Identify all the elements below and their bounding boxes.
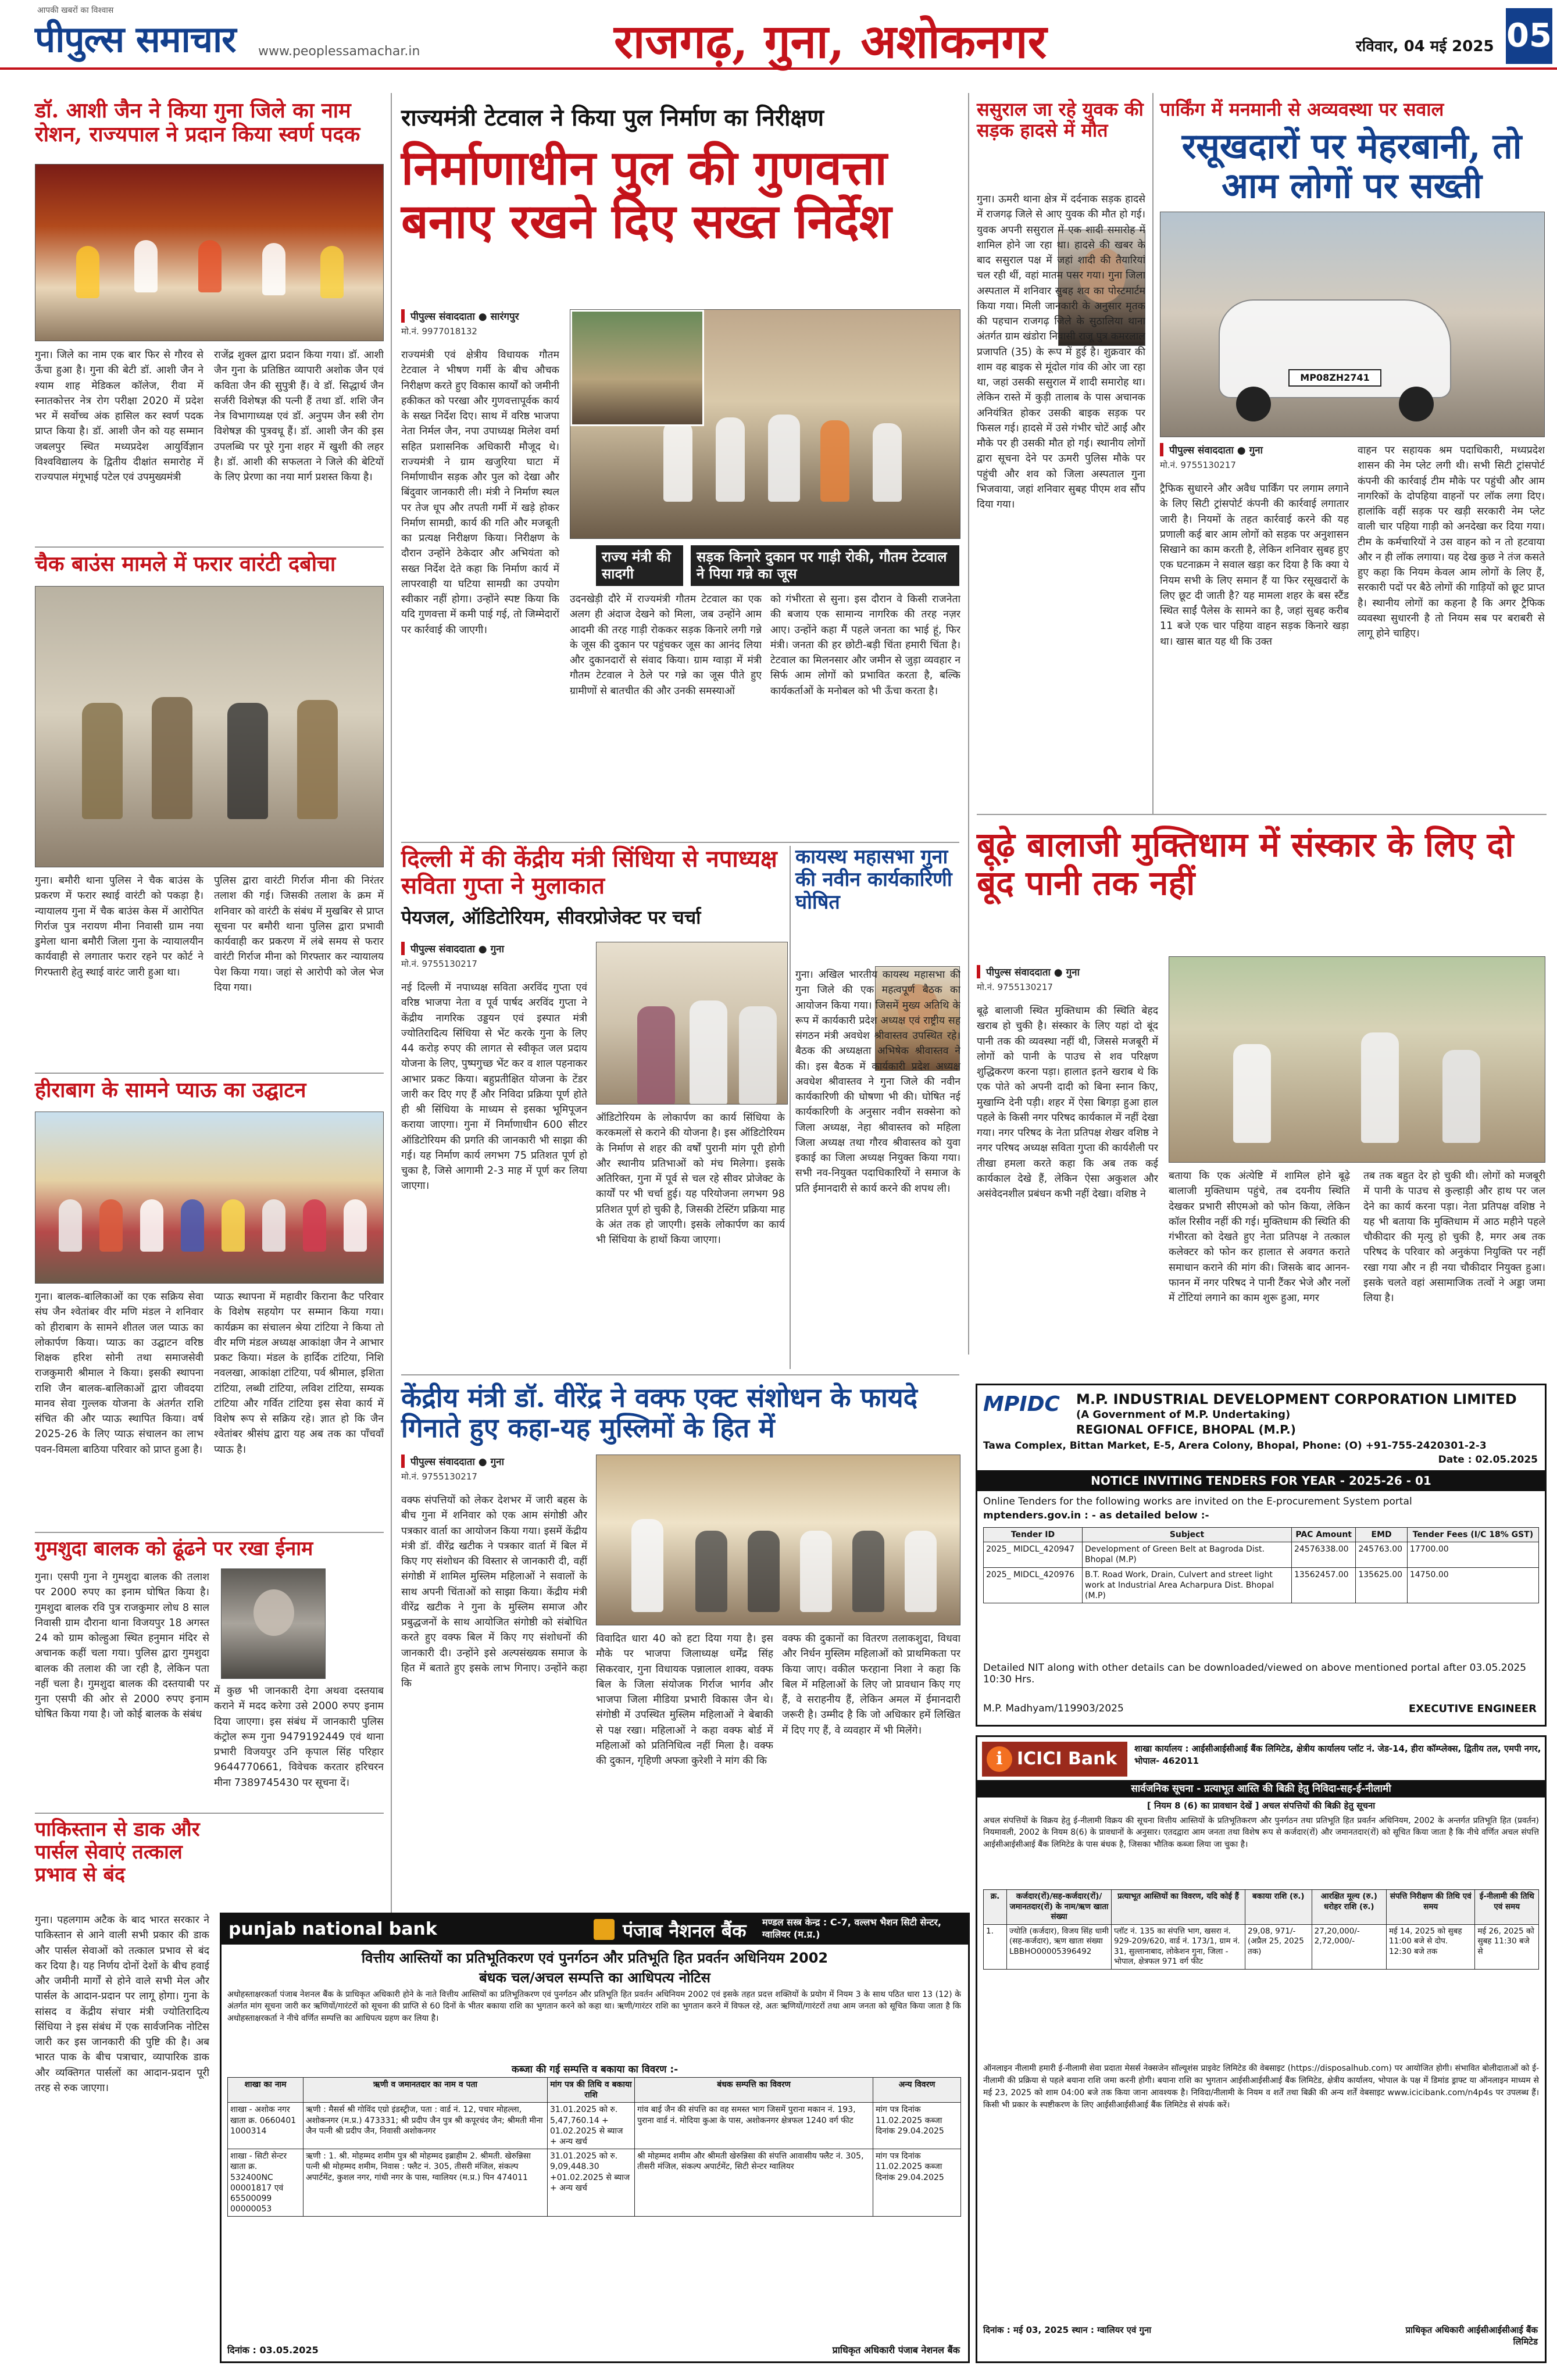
article-body: राज्यमंत्री एवं क्षेत्रीय विधायक गौतम टेटवाल ने भीषण गर्मी के बीच औचक निरीक्षण करते हुए विकास कार्यों को जमीनी हकीकत को परखा और गुणवत्तापूर्वक कार्य के सख्त निर्देश दिए। साथ में वरिष्ठ भाजपा नेता निर्मल जैन, नपा उपाध्यक्ष मिलेश वर्मा सहित प्रशासनिक अधिकारी मौजूद थे। राज्यमंत्री ने ग्राम खजुरिया घाटा में निर्माणाधीन सड़क और पुल को देखा और बिंदुवार जानकारी ली। मंत्री ने निर्माण स्थल पर तेज धूप और तपती गर्मी में खड़े होकर निर्माण सामग्री, कार्य की गति और मजबूती का प्रत्यक्ष निरीक्षण किया। निरीक्षण के दौरान उन्होंने ठेकेदार और अभियंता को सख्त निर्देश देते कहा कि निर्माण कार्य में लापरवाही या घटिया सामग्री का उपयोग स्वीकार नहीं होगा। उन्होंने स्पष्ट किया कि यदि गुणवत्ता में कमी पाई गई, तो जिम्मेदारों पर कार्रवाई की जाएगी। [401,349,559,636]
icici-subtitle: [ नियम 8 (6) का प्रावधान देखें ] अचल संपत्तियों की बिक्री हेतु सूचना [1147,1800,1376,1811]
article-title-piyau: हीराबाग के सामने प्याऊ का उद्घाटन [35,1078,306,1102]
article-title-parking: रसूखदारों पर मेहरबानी, तो आम लोगों पर सख्ती [1181,126,1522,207]
article-title-kayastha: कायस्थ महासभा गुना की नवीन कार्यकारिणी घोषित [795,845,952,914]
article-body: वाहन पर सहायक श्रम पदाधिकारी, मध्यप्रदेश शासन की नेम प्लेट लगी थी। सभी सिटी ट्रांसपोर्ट कंपनी की कार्रवाई टीम मौके पर पहुंची और आम नागरिकों के दोपहिया वाहनों पर लॉक लगा दिए। हालांकि वहीं सड़क पर खड़ी सरकारी नेम प्लेट वाली चार पहिया गाड़ी को अनदेखा कर दिया गया। टीम के कर्मचारियों ने उस वाहन को न तो हटवाया और न ही लॉक लगाया। यह देख कुछ ने तंज कसते हुए कहा कि नियम केवल आम लोगों के लिए हैं, सरकारी पदों पर बैठे लोगों की गाड़ियों को छूट प्राप्त है। स्थानीय लोगों का कहना है कि अगर ट्रैफिक व्यवस्था सुधारनी है तो नियम सब पर बराबरी से लागू होने चाहिए। [1358,445,1545,639]
pnb-circle-office: मण्डल सस्त्र केन्द्र : C-7, वल्लभ भैशन सिटी सेन्टर, ग्वालियर (म.प्र.) [762,1917,942,1940]
pnb-property-table [227,2077,961,2217]
photo-piyau-inauguration [35,1112,384,1284]
article-title-missing-child: गुमशुदा बालक को ढूंढने पर रखा ईनाम [35,1537,313,1560]
table-header: आरक्षित मूल्य (रु.) धरोहर राशि (रु.) [1312,1890,1386,1925]
mpidc-intro: Online Tenders for the following works are invited on the E-procurement System portal [983,1496,1412,1507]
table-row: 1. ज्योति (कर्जदार), विजय सिंह धामी (सह-कर्जदार), ऋण खाता संख्या LBBHO00005396492 प्लॉट नं. 135 का संपत्ति भाग, खसरा नं. 929-209/620, वार्ड नं. 173/1, ग्राम नं. 31, सुल्तानाबाद, लोकेशन गुना, जिला - भोपाल, क्षेत्रफल 971 वर्ग फीट 29,08, 971/- (अप्रैल 25, 2025 तक) 27,20,000/- 2,72,000/- मई 14, 2025 को सुबह 11:00 बजे से दोप. 12:30 बजे तक मई 26, 2025 को सुबह 11:30 बजे से [984,1924,1539,1969]
reporter-mobile: मो.नं. 9755130217 [1160,460,1236,470]
section-rule [401,1374,959,1375]
page-number: 05 [1506,8,1552,64]
masthead-tagline: आपकी खबरों का विश्वास [37,6,114,15]
masthead-url[interactable]: www.peoplessamachar.in [258,44,420,59]
article-body: गुना। ऊमरी थाना क्षेत्र में दर्दनाक सड़क हादसे में राजगढ़ जिले से आए युवक की मौत हो गई। युवक अपनी ससुराल में एक शादी समारोह में शामिल होने जा रहा था। हादसे की खबर के बाद ससुराल पक्ष में जहां शादी की तैयारियां चल रही थीं, वहां मातम पसर गया। गुना जिला अस्पताल में शनिवार सुबह शव का पोस्टमार्टम किया गया। मिली जानकारी के अनुसार मृतक की पहचान राजगढ़ जिले के सुठालिया थाना अंतर्गत ग्राम खंडोरा निवासी राजू पुत्र कमरलाल प्रजापति (35) के रूप में हुई है। शुक्रवार की शाम वह बाइक से मूंदोल गांव की ओर जा रहा था, जहां उसकी ससुराल में शादी समारोह था। लेकिन रास्ते में कुड़ी तालाब के पास अचानक अनियंत्रित होकर उसकी बाइक सड़क पर फिसल गई। हादसे में उसे गंभीर चोटें आईं और मौके पर ही उसकी मौत हो गई। स्थानीय लोगों द्वारा सूचना देने पर ऊमरी पुलिस मौके पर पहुंची और शव को जिला अस्पताल गुना भिजवाया, जहां शनिवार सुबह पीएम शव सौंप दिया गया। [977,194,1145,510]
table-header: कर्जदार(रों)/सह-कर्जदार(रों)/जमानतदार(रों) के नाम/ऋण खाता संख्या [1007,1890,1112,1925]
article-body: गुना। बमौरी थाना पुलिस ने चैक बाउंस के प्रकरण में फरार स्थाई वारंटी को पकड़ा है। न्यायालय गुना में चैक बाउंस केस में आरोपित गिर्राज पुत्र नरायण मीना निवासी ग्राम नया डुमेला थाना बमौरी जिला गुना के न्यायालयीन कार्यवाही से लगातार फरार रहने पर कोर्ट ने गिरफ्तारी हेतु स्थाई वारंट जारी हुआ था। [35,875,203,978]
vehicle-number-plate: MP08ZH2741 [1288,369,1381,387]
photo-caption: राज्य मंत्री की सादगी [596,545,683,586]
reporter-mobile: मो.नं. 9755130217 [401,1471,477,1482]
icici-office: शाखा कार्यालय : आईसीआईसीआई बैंक लिमिटेड, क्षेत्रीय कार्यालय प्लॉट नं. जेड-14, हीरा कॉम्प्लेक्स, द्वितीय तल, एमपी नगर, भोपाल- 462011 [1134,1743,1541,1766]
pnb-signer: प्राधिकृत अधिकारी पंजाब नेशनल बैंक [832,2345,960,2356]
article-body: नई दिल्ली में नपाध्यक्ष सविता अरविंद गुप्ता एवं वरिष्ठ भाजपा नेता व पूर्व पार्षद अरविंद गुप्ता ने केंद्रीय नागरिक उड्डयन एवं इस्पात मंत्री ज्योतिरादित्य सिंधिया से भेंट करके गुना के लिए 44 करोड़ रुपए की लागत से स्वीकृत जल प्रदाय योजना के लिए, पुष्पगुच्छ भेंट कर व शाल पहनाकर आभार प्रकट किया। बहुप्रतीक्षित योजना के टेंडर जारी कर दिए गए हैं और निविदा प्रक्रिया पूर्ण होते ही श्री सिंधिया के माध्यम से इसका भूमिपूजन कराया जाएगा। गुना में निर्माणाधीन 600 सीटर ऑडिटोरियम की प्रगति की जानकारी भी साझा की गई। यह निर्माण कार्य लगभग 75 प्रतिशत पूर्ण हो चुका है, जिसे आगामी 2-3 माह में पूर्ण कर लिया जाएगा। [401,982,587,1192]
table-header: बकाया राशि (रु.) [1245,1890,1312,1925]
mpidc-date: Date : 02.05.2025 [1438,1454,1538,1466]
table-header: मांग पत्र की तिथि व बकाया राशि [548,2078,635,2103]
photo-cremation-ground [1169,956,1545,1163]
pnb-intro: अधोहस्ताक्षरकर्ता पंजाब नेशनल बैंक के प्राधिकृत अधिकारी होने के नाते वित्तीय आस्तियों का प्रतिभूतिकरण एवं पुनर्गठन और प्रतिभूति हित प्रवर्तन अधिनियम 2002 एवं इसके तहत प्रदत्त शक्तियों के प्रयोग में नियम 3 के साथ पठित धारा 13 (12) के अंतर्गत मांग सूचना जारी कर ऋणियों/गारंटरों को सूचना की प्राप्ति से 60 दिनों के भीतर बकाया राशि का भुगतान करने को कहा था। ऋणी/गारंटर राशि का भुगतान करने में विफल रहे, अतः ऋणियों/गारंटरों तथा आम जनता को सूचित किया जाता है कि अधोहस्ताक्षरकर्ता ने नीचे वर्णित सम्पत्ति का आधिपत्य ग्रहण कर लिया है। [227,1990,961,2023]
reporter-mobile: मो.नं. 9755130217 [977,982,1053,992]
article-title-muktidham: बूढ़े बालाजी मुक्तिधाम में संस्कार के लिए दो बूंद पानी तक नहीं [977,825,1514,903]
table-header: क्र. [984,1890,1007,1925]
article-title-accident: ससुराल जा रहे युवक की सड़क हादसे में मौत [977,98,1144,142]
mpidc-office: REGIONAL OFFICE, BHOPAL (M.P.) [1076,1423,1296,1436]
photo-parked-car [1160,212,1545,437]
article-byline: पीपुल्स संवाददाता ● गुना [1160,443,1263,456]
pnb-title-notice: बंधक चल/अचल सम्पत्ति का आधिपत्य नोटिस [479,1970,710,1986]
article-title-waqf: केंद्रीय मंत्री डॉ. वीरेंद्र ने वक्फ एक्ट संशोधन के फायदे गिनाते हुए कहा-यह मुस्लिमों के हित में [401,1382,918,1444]
article-body: प्याऊ स्थापना में महावीर किराना कैट परिवार के विशेष सहयोग पर सम्मान किया गया। कार्यक्रम का संचालन श्रेया टांटिया ने किया तो वीर मणि मंडल अध्यक्ष आकांक्षा जैन ने आभार प्रकट किया। मंडल के हार्दिक टांटिया, निशि नवलखा, आकांक्षा टांटिया, पर्व श्रीमाल, इशिता टांटिया, लब्धी टांटिया, लविश टांटिया, सम्यक टांटिया और गर्वित टांटिया इस सेवा कार्य में विशेष रूप से सक्रिय रहे। ज्ञात हो कि जैन श्वेतांबर श्रीसंघ द्वारा यह अब तक का पाँचवाँ प्याऊ है। [214,1291,384,1456]
column-rule [968,93,969,1355]
article-body: ट्रैफिक सुधारने और अवैध पार्किंग पर लगाम लगाने के लिए सिटी ट्रांसपोर्ट कंपनी की कार्रवाई लगातार जारी है। नियमों के तहत कार्रवाई करने की यह प्रणाली कई बार आम लोगों को सड़क पर अनुशासन सिखाने का काम करती है, लेकिन शनिवार सुबह हुए एक घटनाक्रम ने सवाल खड़ा कर दिया है कि क्या ये नियम सभी के लिए समान हैं या फिर रसूखदारों के लिए छूट दी जाती है? यह मामला शहर के बस स्टैंड स्थित साईं पैलेस के सामने का है, जहां सुबह करीब 11 बजे एक चार पहिया वाहन सड़क किनारे खड़ा था। खास बात यह थी कि उक्त [1160,483,1349,648]
article-body: गुना। अखिल भारतीय कायस्थ महासभा की गुना जिले की एक महत्वपूर्ण बैठक का आयोजन किया गया। जिसमें मुख्य अतिथि के रूप में कार्यकारी प्रदेश अध्यक्ष एवं राष्ट्रीय सह संगठन मंत्री अवधेश श्रीवास्तव उपस्थित रहे। बैठक की अध्यक्षता अभिषेक श्रीवास्तव ने की। इस बैठक में कार्यकारी प्रदेश अध्यक्ष अवधेश श्रीवास्तव ने गुना जिले की नवीन कार्यकारिणी की घोषणा भी की। घोषित नई कार्यकारिणी के अनुसार नवीन सक्सेना को जिला अध्यक्ष, नेहा श्रीवास्तव को महिला जिला अध्यक्ष तथा गौरव श्रीवास्तव को युवा इकाई का जिला अध्यक्ष नियुक्त किया गया। सभी नव-नियुक्त पदाधिकारियों ने समाज के प्रति ईमानदारी से कार्य करने की शपथ ली। [795,969,960,1195]
icici-brand: ICICI Bank [1017,1749,1117,1769]
article-body: पुलिस द्वारा वारंटी गिर्राज मीना की निरंतर तलाश की गई। जिसकी तलाश के क्रम में शनिवार को वारंटी के संबंध में मुखबिर से प्राप्त सूचना पर बमौरी थाना पुलिस द्वारा प्रभावी कार्यवाही कर प्रकरण में लंबे समय से फरार वारंटी गिर्राज मीना को गिरफ्तार कर न्यायालय पेश किया गया। जहां से आरोपी को जेल भेज दिया गया। [214,875,384,994]
article-title-pak-post: पाकिस्तान से डाक और पार्सल सेवाएं तत्काल प्रभाव से बंद [35,1818,200,1886]
table-header: ऋणी व जमानतदार का नाम व पता [303,2078,548,2103]
masthead-logo: पीपुल्स समाचार [35,18,236,60]
section-rule [35,1813,384,1814]
icici-property-table [983,1889,1539,1970]
mpidc-subtitle: (A Government of M.P. Undertaking) [1076,1409,1291,1421]
article-body: वक्फ संपत्तियों को लेकर देशभर में जारी बहस के बीच गुना में शनिवार को एक आम संगोष्ठी और पत्रकार वार्ता का आयोजन किया गया। इसमें केंद्रीय मंत्री डॉ. वीरेंद्र खटीक ने पत्रकार वार्ता में बिल में किए गए संशोधन की विस्तार से जानकारी दी, वहीं संगोष्ठी में शामिल मुस्लिम महिलाओं ने सवालों के साथ अपनी चिंताओं को साझा किया। केंद्रीय मंत्री वीरेंद्र खटीक ने गुना के मुस्लिम समाज और प्रबुद्धजनों के साथ आयोजित संगोष्ठी को संबोधित करते हुए वक्फ बिल में किए गए संशोधनों की जानकारी दी। उन्होंने इसे अल्पसंख्यक समाज के हित में बताते हुए इसके लाभ गिनाए। उन्होंने कहा कि [401,1495,587,1689]
table-header: EMD [1356,1528,1408,1542]
article-byline: पीपुल्स संवाददाता ● सारंगपुर [401,309,519,323]
pnb-possession-notice [220,1913,970,2363]
table-header: बंधक सम्पत्ति का विवरण [635,2078,873,2103]
section-rule [977,814,1547,815]
article-title-asha-jain: डॉ. आशी जैन ने किया गुना जिले का नाम रोशन, राज्यपाल ने प्रदान किया स्वर्ण पदक [35,98,360,147]
table-row: 2025_ MIDCL_420947 Development of Green Belt at Bagroda Dist. Bhopal (M.P) 24576338.00 245763.00 17700.00 [984,1542,1539,1567]
icici-logo [982,1742,1127,1777]
mpidc-madhyam: M.P. Madhyam/119903/2025 [983,1703,1124,1714]
pnb-date: दिनांक : 03.05.2025 [227,2345,319,2356]
photo-police-arrest [35,586,384,867]
photo-missing-child [221,1568,326,1679]
column-rule [790,846,791,1369]
article-body: गुना। जिले का नाम एक बार फिर से गौरव से ऊँचा हुआ है। गुना की बेटी डॉ. आशी जैन ने श्याम शाह मेडिकल कॉलेज, रीवा में स्नातकोत्तर नेत्र रोग परीक्षा 2020 में प्रदेश भर में सर्वोच्च अंक हासिल कर स्वर्ण पदक प्राप्त किया है। डॉ. आशी जैन को यह सम्मान जबलपुर स्थित मध्यप्रदेश आयुर्विज्ञान विश्वविद्यालय के द्वितीय दीक्षांत समारोह में राज्यपाल मंगूभाई पटेल एवं उपमुख्यमंत्री [35,349,203,483]
section-rule [35,546,384,548]
mpidc-logo: MPIDC [983,1392,1060,1416]
mpidc-notice-heading: NOTICE INVITING TENDERS FOR YEAR - 2025-26 - 01 [977,1470,1545,1491]
column-rule [1152,93,1154,814]
article-body: उदनखेड़ी दौरे में राज्यमंत्री गौतम टेटवाल का एक अलग ही अंदाज देखने को मिला, जब उन्होंने आम आदमी की तरह गाड़ी रोककर सड़क किनारे लगी गन्ने के जूस की दुकान पर पहुंचकर जूस का आनंद लिया और दुकानदारों से संवाद किया। ग्राम ग्वाड़ा में मंत्री गौतम टेटवाल ने ठेले पर गन्ने का जूस पीते हुए ग्रामीणों से बातचीत की और उनकी समस्याओं [570,594,762,697]
table-header: अन्य विवरण [873,2078,961,2103]
table-row: शाखा - अशोक नगर खाता क्र. 0660401 1000314 ऋणी : मैसर्स श्री गोविंद एग्रो इंडस्ट्रीज, पता : वार्ड नं. 12, पचार मोहल्ला, अशोकनगर (म.प्र.) 473331; श्री प्रदीप जैन पुत्र श्री कपूरचंद जैन; श्रीमती मीना जैन पत्नी श्री प्रदीप जैन, निवासी अशोकनगर 31.01.2025 को रु. 5,47,760.14 + 01.02.2025 से ब्याज + अन्य खर्च गांव बाई जैन की संपत्ति का वह समस्त भाग जिसमें पुराना मकान नं. 193, पुराना वार्ड नं. मोदिया कुआ के पास, अशोकनगर क्षेत्रफल 1240 वर्ग फीट मांग पत्र दिनांक 11.02.2025 कब्जा दिनांक 29.04.2025 [228,2103,961,2149]
article-kicker-bridge: राज्यमंत्री टेटवाल ने किया पुल निर्माण का निरीक्षण [401,104,824,131]
table-header: Tender ID [984,1528,1083,1542]
icici-i-icon: i [987,1746,1012,1772]
pnb-title-act: वित्तीय आस्तियों का प्रतिभूतिकरण एवं पुनर्गठन और प्रतिभूति हित प्रवर्तन अधिनियम 2002 [361,1950,829,1966]
photo-inset-juice [570,310,704,426]
pnb-brand: punjab national bank [228,1919,437,1939]
article-byline: पीपुल्स संवाददाता ● गुना [401,942,504,955]
article-body: तब तक बहुत देर हो चुकी थी। लोगों को मजबूरी में पानी के पाउच से कुल्हाड़ी और हाथ पर जल देने का कार्य करना पड़ा। नेता प्रतिपक्ष वशिष्ठ ने यह भी बताया कि मुक्तिधाम में आठ महीने पहले चौकीदार की मृत्यु हो चुकी है, मगर अब तक परिषद के परिवार को अनुकंपा नियुक्ति पर नहीं रखा गया और न ही नया चौकीदार नियुक्त हुआ। इसके चलते वहां असामाजिक तत्वों ने अड्डा जमा लिया है। [1363,1170,1545,1304]
article-byline: पीपुल्स संवाददाता ● गुना [401,1455,504,1468]
article-body: गुना। एसपी गुना ने गुमशुदा बालक की तलाश पर 2000 रुपए का इनाम घोषित किया है। गुमशुदा बालक रवि पुत्र राजकुमार लोध 8 साल निवासी ग्राम दौराना थाना विजयपुर 18 अगस्त 24 को ग्राम कोल्हुआ स्थित हनुमान मंदिर से अचानक कहीं चला गया। पुलिस द्वारा गुमशुदा बालक की तलाश की जा रही है, लेकिन पता नहीं चला है। गुमशुदा बालक की दस्तयाबी पर गुना एसपी की ओर से 2000 रुपए इनाम घोषित किया गया है। जो कोई बालक के संबंध [35,1571,209,1721]
article-title-scindia: दिल्ली में की केंद्रीय मंत्री सिंधिया से नपाध्यक्ष सविता गुप्ता ने मुलाकात [401,845,777,899]
table-row: शाखा - सिटी सेन्टर खाता क्र. 532400NC 00001817 एवं 65500099 00000053 ऋणी : 1. श्री. मोहम्मद शमीम पुत्र श्री मोहम्मद इब्राहीम 2. श्रीमती. खेरुन्निसा पत्नी श्री मोहम्मद शमीम, निवास : फ्लैट नं. 305, तीसरी मंजिल, संकल्प अपार्टमेंट, कुशल नगर, गांधी नगर के पास, ग्वालियर (म.प्र.) पिन 474011 31.01.2025 को रु. 9,09,448.30 +01.02.2025 से ब्याज + अन्य खर्च श्री मोहम्मद शमीम और श्रीमती खेरुन्निसा की संपत्ति आवासीय फ्लैट नं. 305, तीसरी मंजिल, संकल्प अपार्टमेंट, सिटी सेन्टर ग्वालियर मांग पत्र दिनांक 11.02.2025 कब्जा दिनांक 29.04.2025 [228,2149,961,2217]
icici-signer: प्राधिकृत अधिकारी आईसीआईसीआई बैंक लिमिटेड [1405,2325,1538,2347]
table-header: Tender Fees (I/C 18% GST) [1407,1528,1538,1542]
reporter-mobile: मो.नं. 9977018132 [401,326,477,337]
table-header: प्रत्याभूत आस्तियों का विवरण, यदि कोई हैं [1112,1890,1245,1925]
photo-scindia-meeting [596,942,788,1105]
icici-intro: अचल संपत्तियों के विक्रय हेतु ई-नीलामी विक्रय की सूचना वित्तीय आस्तियों के प्रतिभूतिकरण और पुनर्गठन तथा प्रतिभूति हित प्रवर्तन अधिनियम, 2002 के अन्तर्गत प्रतिभूति हित (प्रवर्तन) नियमावली, 2002 के नियम 8(6) के प्रावधानों के अनुसार। एतदद्वारा आम जनता तथा विशेष रूप से कर्जदार(रों) और जमानतदार(रों) को सूचित किया जाता है कि नीचे वर्णित अचल संपत्ति आईसीआईसीआई बैंक लिमिटेड के पास बंधक है, जिसका भौतिक कब्जा लिया जा चुका है। [983,1816,1539,1849]
article-body: बताया कि एक अंत्येष्टि में शामिल होने बूढ़े बालाजी मुक्तिधाम पहुंचे, तब दयनीय स्थिति देखकर प्रभारी सीएमओ को फोन किया, लेकिन कॉल रिसीव नहीं की गई। मुक्तिधाम की स्थिति की गंभीरता को देखते हुए नेता प्रतिपक्ष ने तत्काल कलेक्टर को फोन कर हालात से अवगत कराते समाधान कराने की मांग की। जिसके बाद आनन-फानन में नगर परिषद ने पानी टैंकर भेजे और नलों में टोंटियां लगाने का काम शुरू हुआ, मगर [1169,1170,1350,1304]
icici-title: सार्वजनिक सूचना - प्रत्याभूत आस्ति की बिक्री हेतु निविदा-सह-ई-नीलामी [977,1780,1545,1797]
masthead-date: रविवार, 04 मई 2025 [1356,38,1494,55]
article-byline: पीपुल्स संवाददाता ● गुना [977,965,1080,978]
table-header: Subject [1083,1528,1292,1542]
mpidc-signer: EXECUTIVE ENGINEER [1408,1703,1537,1715]
mpidc-address: Tawa Complex, Bittan Market, E-5, Arera Colony, Bhopal, Phone: (O) +91-755-2420301-2-3 [983,1440,1487,1452]
article-body: बूढ़े बालाजी स्थित मुक्तिधाम की स्थिति बेहद खराब हो चुकी है। संस्कार के लिए यहां दो बूंद पानी तक की व्यवस्था नहीं थी, जिससे मजबूरी में लोगों को पानी के पाउच से शव परिक्षण शुद्धिकरण करना पड़ा। हालात इतने खराब थे कि एक पोते को अपनी दादी को बिना स्नान किए, मुखाग्नि देनी पड़ी। शहर में ऐसा बिगड़ा हुआ हाल पहले के किसी नगर परिषद कार्यकाल में नहीं देखा गया। नगर परिषद के नेता प्रतिपक्ष शेखर वशिष्ठ ने नगर परिषद अध्यक्ष सविता गुप्ता की कार्यशैली पर तीखा हमला करते कहा कि अब तक कई कार्यकाल देखे हैं, लेकिन ऐसा अकुशल और असंवेदनशील प्रबंधन कभी नहीं देखा। वशिष्ठ ने [977,1005,1158,1200]
article-body: गुना। पहलगाम अटैक के बाद भारत सरकार ने पाकिस्तान से आने वाली सभी प्रकार की डाक और पार्सल सेवाओं को तत्काल प्रभाव से बंद कर दिया है। यह निर्णय दोनों देशों के बीच हवाई और जमीनी मार्गों से होने वाले सभी मेल और पार्सल के आदान-प्रदान पर लागू होगा। गुना के सांसद व केंद्रीय संचार मंत्री ज्योतिरादित्य सिंधिया ने इस संबंध में एक सार्वजनिक नोटिस जारी कर इस जानकारी की पुष्टि की है। अब भारत पाक के बीच पत्राचार, व्यापारिक डाक और व्यक्तिगत पार्सलों का आदान-प्रदान पूरी तरह से रुक जाएगा। [35,1914,209,2094]
mpidc-tender-notice [976,1384,1547,1727]
article-body: वक्फ की दुकानों का वितरण तलाकशुदा, विधवा और निर्धन मुस्लिम महिलाओं को प्राथमिकता पर किया जाए। वकील फरहाना निशा ने कहा कि बिल में महिलाओं के लिए जो प्रावधान किए गए हैं, वे सराहनीय हैं, लेकिन अमल में ईमानदारी जरूरी है। उम्मीद है कि जो अधिकार हमें लिखित में दिए गए हैं, वे व्यवहार में भी मिलेंगे। [782,1633,960,1736]
photo-bridge-inspection [570,309,960,539]
article-subtitle: पेयजल, ऑडिटोरियम, सीवरप्रोजेक्ट पर चर्चा [401,906,701,928]
photo-waqf-meeting [596,1455,960,1625]
mpidc-tender-table [983,1527,1539,1603]
photo-caption: सड़क किनारे दुकान पर गाड़ी रोकी, गौतम टेटवाल ने पिया गन्ने का जूस [691,545,959,586]
masthead-region: राजगढ़, गुना, अशोकनगर [614,14,1047,69]
article-body: में कुछ भी जानकारी देगा अथवा दस्तयाब कराने में मदद करेगा उसे 2000 रुपए इनाम दिया जाएगा। इस संबंध में जानकारी पुलिस कंट्रोल रूम गुना 9479192449 एवं थाना प्रभारी विजयपुर उनि कृपाल सिंह परिहार 9644770661, विवेचक करतार हरिचरन मीना 7389745430 पर सूचना दें। [214,1685,384,1789]
reporter-mobile: मो.नं. 9755130217 [401,959,477,969]
article-title-cheque-bounce: चैक बाउंस मामले में फरार वारंटी दबोचा [35,552,336,576]
mpidc-footer: Detailed NIT along with other details can be downloaded/viewed on above mentioned portal after 03.05.2025 10:30 Hrs. [983,1662,1527,1685]
pnb-logo-icon [594,1919,615,1940]
mpidc-portal[interactable]: mptenders.gov.in : - as detailed below :- [983,1510,1209,1521]
column-rule [391,93,392,1930]
photo-award-ceremony [35,164,384,341]
article-title-bridge: निर्माणाधीन पुल की गुणवत्ता बनाए रखने दिए सख्त निर्देश [401,140,892,249]
mpidc-name: M.P. INDUSTRIAL DEVELOPMENT CORPORATION LIMITED [1076,1391,1517,1407]
article-body: ऑडिटोरियम के लोकार्पण का कार्य सिंधिया के करकमलों से कराने की योजना है। इस ऑडिटोरियम के निर्माण से शहर की वर्षों पुरानी मांग पूरी होगी और स्थानीय प्रतिभाओं को मंच मिलेगा। इसके अतिरिक्त, गुना में पूर्व से चल रहे सीवर प्रोजेक्ट के कार्यों पर भी चर्चा हुई। यह परियोजना लगभग 98 प्रतिशत पूर्ण हो चुकी है, जिसकी टेस्टिंग प्रक्रिया माह के अंत तक हो जाएगी। इसके लोकार्पण का कार्य भी सिंधिया के हाथों किया जाएगा। [596,1112,785,1246]
article-body: विवादित धारा 40 को हटा दिया गया है। इस मौके पर भाजपा जिलाध्यक्ष धर्मेंद्र सिंह सिकरवार, गुना विधायक पन्नालाल शाक्य, वक्फ बिल के जिला संयोजक गिर्राज भार्गव और भाजपा जिला मीडिया प्रभारी विकास जैन थे। संगोष्ठी में उपस्थित मुस्लिम महिलाओं ने बेबाकी से पक्ष रखा। महिलाओं ने कहा वक्फ बोर्ड में महिलाओं को प्रतिनिधित्व नहीं मिला है। वक्फ की दुकान, गृहिणी अफ्जा कुरेशी ने मांग की कि [596,1633,773,1767]
pnb-table-caption: कब्जा की गई सम्पत्ति व बकाया का विवरण :- [511,2064,678,2075]
pnb-brand-hindi: पंजाब नैशनल बैंक [623,1920,747,1942]
table-row: 2025_ MIDCL_420976 B.T. Road Work, Drain, Culvert and street light work at Industrial Area Acharpura Dist. Bhopal (M.P) 13562457.00 135625.00 14750.00 [984,1567,1539,1603]
icici-body: ऑनलाइन नीलामी हमारी ई-नीलामी सेवा प्रदाता मेसर्स नेक्सजेन सॉल्यूशंस प्राइवेट लिमिटेड की वेबसाइट (https://disposalhub.com) पर आयोजित होगी। संभावित बोलीदाताओं को ई-नीलामी की प्रक्रिया से पहले बयाना राशि जमा करनी होगी। बयाना राशि का भुगतान आईसीआईसीआई बैंक लिमिटेड, क्षेत्रीय कार्यालय, भोपाल के पक्ष में डिमांड ड्राफ्ट या ऑनलाइन माध्यम से मई 23, 2025 को शाम 04:00 बजे तक किया जाना आवश्यक है। निविदा/नीलामी के नियम व शर्तें तथा बिक्री की अन्य शर्तें वेबसाइट www.icicibank.com/n4p4s पर उपलब्ध हैं। किसी भी प्रकार के स्पष्टीकरण के लिए आईसीआईसीआई बैंक लिमिटेड से संपर्क करें। [983,2064,1539,2110]
section-rule [35,1073,384,1074]
icici-place-date: दिनांक : मई 03, 2025 स्थान : ग्वालियर एवं गुना [983,2325,1152,2335]
table-header: शाखा का नाम [228,2078,303,2103]
article-body: राजेंद्र शुक्ल द्वारा प्रदान किया गया। डॉ. आशी जैन गुना के प्रतिष्ठित व्यापारी अशोक जैन एवं कविता जैन की सुपुत्री हैं। वे डॉ. सिद्धार्थ जैन सर्जरी विशेषज्ञ की पत्नी हैं तथा डॉ. शशि जैन नेत्र विभागाध्यक्ष एवं डॉ. अनुपम जैन स्त्री रोग विशेषज्ञ की पुत्रवधू हैं। डॉ. आशी जैन की इस उपलब्धि पर पूरे गुना शहर में खुशी की लहर है। डॉ. आशी की सफलता ने जिले की बेटियों के लिए प्रेरणा का नया मार्ग प्रशस्त किया है। [214,349,384,483]
article-body: को गंभीरता से सुना। इस दौरान वे किसी राजनेता की बजाय एक सामान्य नागरिक की तरह नज़र आए। उन्होंने कहा मैं पहले जनता का भाई हूं, फिर मंत्री। जनता की हर छोटी-बड़ी चिंता हमारी चिंता है। टेटवाल का मिलनसार और जमीन से जुड़ा व्यवहार न सिर्फ आम लोगों को प्रभावित करता है, बल्कि कार्यकर्ताओं के मनोबल को भी ऊँचा करता है। [770,594,960,697]
icici-auction-notice [976,1735,1547,2363]
section-rule [401,842,959,843]
article-body: गुना। बालक-बालिकाओं का एक सक्रिय सेवा संघ जैन श्वेतांबर वीर मणि मंडल ने शनिवार को हीराबाग के सामने शीतल जल प्याऊ का लोकार्पण किया। प्याऊ का उद्घाटन वरिष्ठ शिक्षक हरिश सोनी तथा समाजसेवी राजकुमारी श्रीमाल ने किया। इसकी स्थापना राशि जैन बालक-बालिकाओं द्वारा जीवदया मानव सेवा गुल्लक योजना के अंतर्गत राशि संचित की और प्याऊ स्थापित किया। वर्ष 2025-26 के लिए प्याऊ संचालन का लाभ पवन-विमला बाठिया परिवार को प्राप्त हुआ है। [35,1291,203,1456]
table-header: संपत्ति निरीक्षण की तिथि एवं समय [1386,1890,1475,1925]
section-rule [35,1532,384,1533]
article-kicker-parking: पार्किंग में मनमानी से अव्यवस्था पर सवाल [1160,98,1444,120]
table-header: ई-नीलामी की तिथि एवं समय [1475,1890,1539,1925]
masthead [0,0,1557,70]
table-header: PAC Amount [1292,1528,1356,1542]
